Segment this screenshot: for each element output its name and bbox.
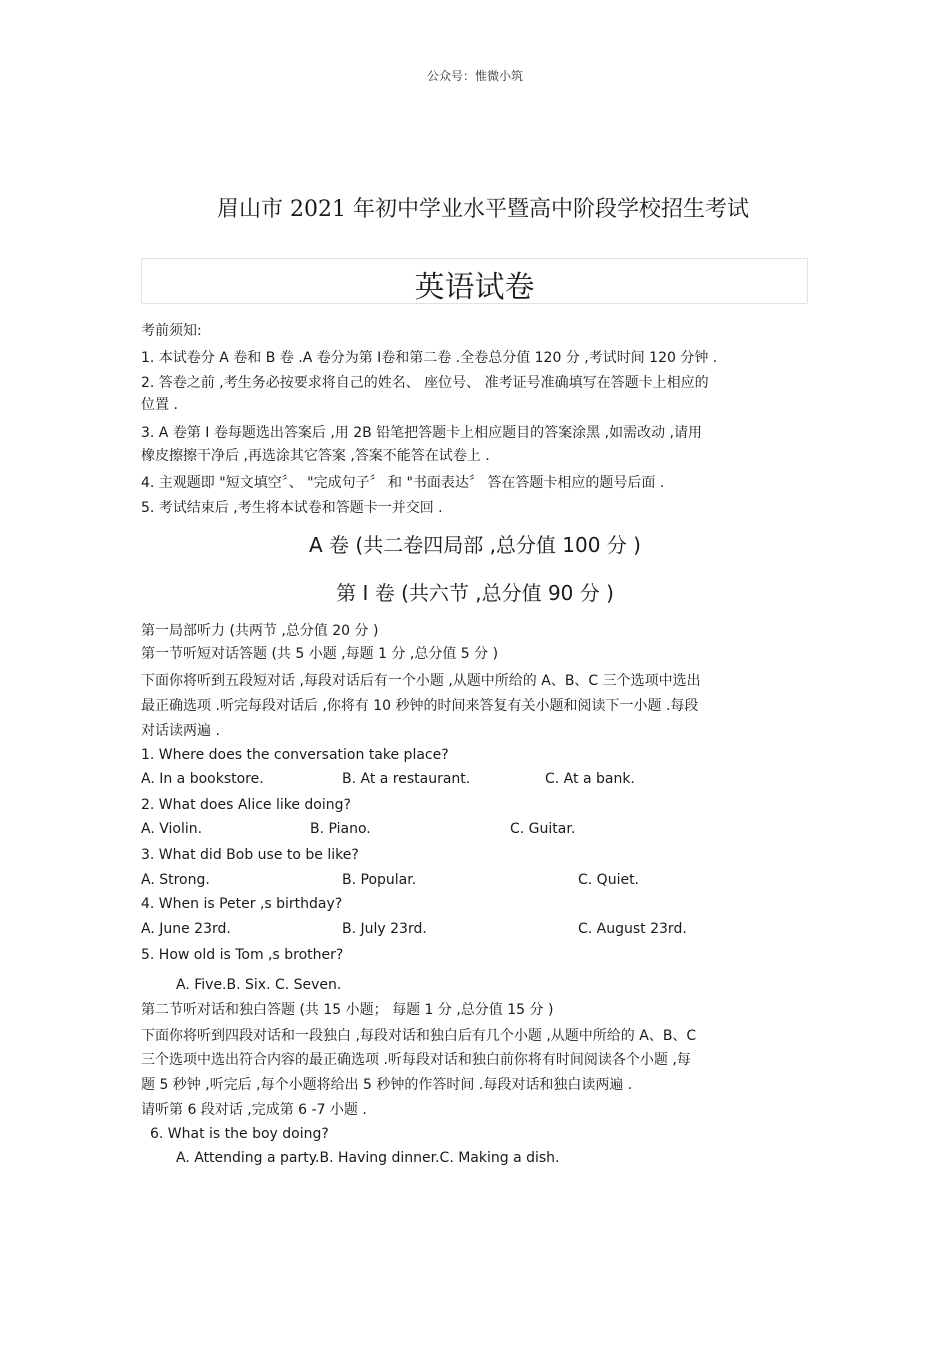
watermark: 公众号：惟微小筑 [426,69,523,83]
sub2-instruction: 三个选项中选出符合内容的最正确选项 .听每段对话和独白前你将有时间阅读各个小题 ,每 [141,1052,691,1068]
section-1-heading: 第 I 卷 (共六节 ,总分值 90 分 ) [336,581,614,605]
sub2-instruction: 下面你将听到四段对话和一段独白 ,每段对话和独白后有几个小题 ,从题中所给的 A、B、C [141,1028,697,1044]
option: A. Attending a party.B. Having dinner.C. Making a dish. [176,1150,560,1166]
notice-item: 4. 主观题即 "短文填空〞、 "完成句子〞 和 "书面表达〞 答在答题卡相应的题号后面 . [141,475,665,491]
subject-title: 英语试卷 [414,270,535,305]
sub1-heading: 第一节听短对话答题 (共 5 小题 ,每题 1 分 ,总分值 5 分 ) [141,646,499,662]
option: A. In a bookstore. [141,771,264,787]
question: 5. How old is Tom ,s brother? [141,947,344,963]
option: A. June 23rd. [141,921,231,937]
dialog-instruction: 请听第 6 段对话 ,完成第 6 -7 小题 . [141,1102,367,1118]
exam-title: 眉山市 2021 年初中学业水平暨高中阶段学校招生考试 [217,197,749,222]
option: B. Popular. [342,872,417,888]
question: 6. What is the boy doing? [150,1126,329,1142]
notice-item: 橡皮擦擦干净后 ,再选涂其它答案 ,答案不能答在试卷上 . [141,448,490,464]
option: A. Violin. [141,821,203,837]
part1-heading: 第一局部听力 (共两节 ,总分值 20 分 ) [141,623,379,639]
option: B. July 23rd. [342,921,427,937]
option: B. At a restaurant. [342,771,471,787]
notice-heading: 考前须知: [141,323,202,339]
sub1-instruction: 下面你将听到五段短对话 ,每段对话后有一个小题 ,从题中所给的 A、B、C 三个选项中选出 [141,673,701,689]
notice-item: 1. 本试卷分 A 卷和 B 卷 .A 卷分为第 I卷和第二卷 .全卷总分值 120 分 ,考试时间 120 分钟 . [141,350,718,366]
sub2-heading: 第二节听对话和独白答题 (共 15 小题； 每题 1 分 ,总分值 15 分 ) [141,1002,554,1018]
question: 2. What does Alice like doing? [141,797,351,813]
notice-item: 位置 . [141,397,178,413]
option: B. Piano. [310,821,371,837]
option: C. Guitar. [510,821,576,837]
option: A. Five.B. Six. C. Seven. [176,977,342,993]
sub2-instruction: 题 5 秒钟 ,听完后 ,每个小题将给出 5 秒钟的作答时间 .每段对话和独白读两遍 . [141,1077,633,1093]
question: 4. When is Peter ,s birthday? [141,896,343,912]
question: 1. Where does the conversation take place? [141,747,449,763]
option: C. August 23rd. [578,921,687,937]
option: C. Quiet. [578,872,640,888]
notice-item: 2. 答卷之前 ,考生务必按要求将自己的姓名、 座位号、 准考证号准确填写在答题卡上相应的 [141,375,709,391]
option: A. Strong. [141,872,210,888]
notice-item: 3. A 卷第 I 卷每题选出答案后 ,用 2B 铅笔把答题卡上相应题目的答案涂黑 ,如需改动 ,请用 [141,425,702,441]
sub1-instruction: 对话读两遍 . [141,723,220,739]
section-a-heading: A 卷 (共二卷四局部 ,总分值 100 分 ) [309,533,641,557]
sub1-instruction: 最正确选项 .听完每段对话后 ,你将有 10 秒钟的时间来答复有关小题和阅读下一小题 .每段 [141,698,699,714]
option: C. At a bank. [545,771,635,787]
question: 3. What did Bob use to be like? [141,847,359,863]
notice-item: 5. 考试结束后 ,考生将本试卷和答题卡一并交回 . [141,500,443,516]
